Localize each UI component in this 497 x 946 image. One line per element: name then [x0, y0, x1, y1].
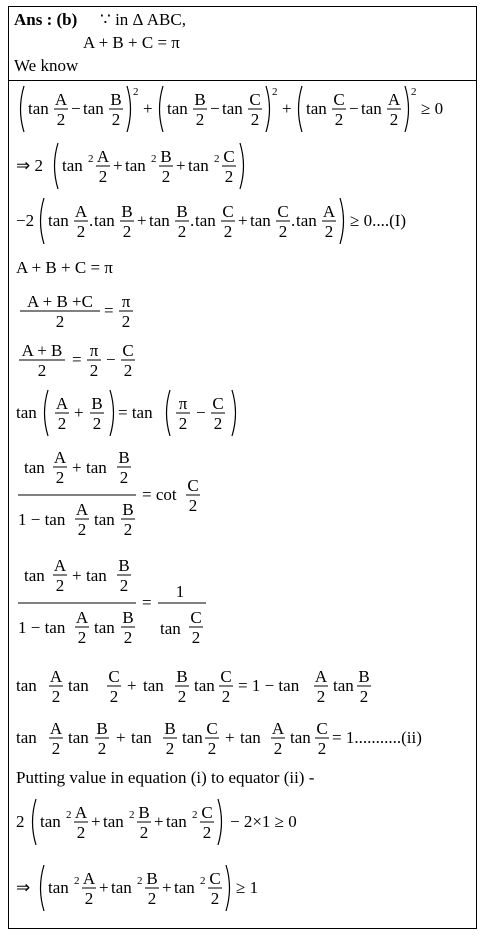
fraction-numerator: B [160, 147, 172, 166]
left-paren [299, 86, 303, 132]
one-numerator: 1 [175, 582, 185, 601]
plus-sign: + [116, 728, 126, 747]
sum-angles: A + B + C = π [16, 258, 113, 277]
square-exponent: 2 [88, 153, 94, 165]
fraction-numerator: C [220, 667, 232, 686]
fraction-numerator: A + B [21, 341, 63, 360]
fraction-denominator: 2 [195, 110, 205, 129]
equals-sign: = [72, 350, 82, 369]
tan-text: tan [16, 728, 37, 747]
plus-sign: + [74, 403, 84, 422]
fraction-denominator: 2 [76, 222, 86, 241]
fraction-numerator: A [82, 869, 96, 888]
fraction-numerator: B [96, 719, 108, 738]
fraction-denominator: 2 [92, 414, 102, 433]
fraction-denominator: 2 [89, 361, 99, 380]
implies-arrow: ⇒ [16, 878, 31, 897]
fraction-denominator: 2 [359, 687, 369, 706]
fraction-numerator: π [178, 394, 188, 413]
two-coefficient: 2 [16, 812, 25, 831]
geq-zero: ≥ 0 [421, 99, 444, 118]
fraction-numerator: C [201, 803, 213, 822]
plus-sign: + [282, 99, 292, 118]
square-exponent: 2 [129, 809, 135, 821]
condition-text: A + B + C = π [83, 33, 180, 52]
fraction-numerator: A [54, 90, 68, 109]
fraction-denominator: 2 [207, 739, 217, 758]
equals-sign: = [142, 593, 152, 612]
right-paren [218, 799, 222, 845]
square-exponent: 2 [137, 875, 143, 887]
fraction-numerator: A [314, 667, 328, 686]
fraction-denominator: 2 [210, 889, 220, 908]
tan-text: tan [131, 728, 152, 747]
dot: . [291, 211, 296, 230]
fraction-denominator: 2 [324, 222, 334, 241]
fraction-denominator: 2 [161, 167, 171, 186]
fraction-numerator: C [212, 394, 224, 413]
left-paren [55, 143, 59, 189]
fraction-denominator: 2 [119, 468, 129, 487]
equals-one-minus-tan: = 1 − tan [238, 676, 300, 695]
plus-sign: + [137, 211, 147, 230]
left-paren [167, 390, 171, 436]
tan-text: tan [111, 878, 132, 897]
fraction-denominator: 2 [123, 520, 133, 539]
right-paren [110, 390, 114, 436]
left-paren [41, 865, 45, 911]
fraction-denominator: 2 [76, 823, 86, 842]
fraction-numerator: B [138, 803, 150, 822]
fraction-denominator: 2 [98, 167, 108, 186]
fraction-denominator: 2 [111, 110, 121, 129]
fraction-denominator: 2 [317, 739, 327, 758]
fraction-denominator: 2 [278, 222, 288, 241]
tan-text: tan [125, 156, 146, 175]
fraction-denominator: 2 [250, 110, 260, 129]
tan-text: tan [48, 878, 69, 897]
fraction-denominator: 2 [122, 222, 132, 241]
fraction-denominator: 2 [77, 520, 87, 539]
tan-text: tan [290, 728, 311, 747]
plus-sign: + [113, 156, 123, 175]
fraction-denominator: 2 [221, 687, 231, 706]
fraction-denominator: 2 [37, 361, 47, 380]
tan-text: tan [16, 403, 37, 422]
fraction-numerator: C [122, 341, 134, 360]
tan-text: tan [24, 566, 45, 585]
fraction-denominator: 2 [223, 222, 233, 241]
fraction-numerator: A [49, 667, 63, 686]
square-exponent: 2 [66, 809, 72, 821]
fraction-numerator: C [187, 476, 199, 495]
fraction-numerator: C [206, 719, 218, 738]
fraction-numerator: A [74, 202, 88, 221]
right-paren [127, 86, 131, 132]
fraction-denominator: 2 [77, 628, 87, 647]
tan-text: tan [333, 676, 354, 695]
geq-one: ≥ 1 [236, 878, 259, 897]
minus-sign: − [196, 403, 206, 422]
tan-text: tan [40, 812, 61, 831]
fraction-numerator: A [55, 394, 69, 413]
tan-text: tan [103, 812, 124, 831]
one-minus-tan: 1 − tan [18, 510, 66, 529]
equals-cot: = cot [142, 485, 177, 504]
left-paren [160, 86, 164, 132]
tan-text: tan [16, 676, 37, 695]
fraction-denominator: 2 [97, 739, 107, 758]
right-paren [226, 865, 230, 911]
fraction-denominator: 2 [51, 739, 61, 758]
fraction-denominator: 2 [55, 312, 65, 331]
geq-zero-eq-one: ≥ 0....(I) [350, 211, 407, 230]
fraction-denominator: 2 [123, 628, 133, 647]
answer-label: Ans : (b) [14, 10, 78, 29]
fraction-denominator: 2 [334, 110, 344, 129]
fraction-denominator: 2 [109, 687, 119, 706]
tan-text: tan [86, 566, 107, 585]
dot: . [89, 211, 94, 230]
fraction-numerator: C [209, 869, 221, 888]
dot: . [190, 211, 195, 230]
equals-tan: = tan [118, 403, 153, 422]
equals-sign: = [104, 301, 114, 320]
tan-text: tan [83, 99, 104, 118]
left-paren [41, 198, 45, 244]
fraction-numerator: C [108, 667, 120, 686]
left-paren [21, 86, 25, 132]
tan-text: tan [296, 211, 317, 230]
tan-text: tan [306, 99, 327, 118]
tan-text: tan [94, 510, 115, 529]
fraction-denominator: 2 [177, 687, 187, 706]
left-paren [45, 390, 49, 436]
fraction-denominator: 2 [123, 361, 133, 380]
fraction-denominator: 2 [202, 823, 212, 842]
square-exponent: 2 [272, 86, 278, 98]
fraction-denominator: 2 [224, 167, 234, 186]
tan-text: tan [94, 211, 115, 230]
square-exponent: 2 [214, 153, 220, 165]
tan-text: tan [24, 458, 45, 477]
fraction-numerator: B [146, 869, 158, 888]
plus-sign: + [176, 156, 186, 175]
tan-text: tan [240, 728, 261, 747]
putting-value-text: Putting value in equation (i) to equator (ii) - [16, 768, 315, 787]
fraction-numerator: B [164, 719, 176, 738]
fraction-numerator: C [316, 719, 328, 738]
fraction-denominator: 2 [55, 468, 65, 487]
right-paren [240, 143, 244, 189]
fraction-numerator: A [75, 608, 89, 627]
fraction-numerator: B [176, 667, 188, 686]
minus-sign: − [210, 99, 220, 118]
plus-sign: + [154, 812, 164, 831]
minus-sign: − [349, 99, 359, 118]
tan-text: tan [167, 99, 188, 118]
fraction-denominator: 2 [178, 414, 188, 433]
fraction-denominator: 2 [147, 889, 157, 908]
fraction-numerator: B [91, 394, 103, 413]
fraction-numerator: π [89, 341, 99, 360]
tan-text: tan [194, 676, 215, 695]
fraction-numerator: C [333, 90, 345, 109]
fraction-numerator: C [249, 90, 261, 109]
implies-two: ⇒ 2 [16, 156, 43, 175]
tan-text: tan [182, 728, 203, 747]
minus-two-geq-zero: − 2×1 ≥ 0 [230, 812, 297, 831]
tan-text: tan [160, 619, 181, 638]
fraction-numerator: C [277, 202, 289, 221]
tan-text: tan [188, 156, 209, 175]
minus-sign: − [106, 350, 116, 369]
fraction-denominator: 2 [177, 222, 187, 241]
fraction-denominator: 2 [55, 576, 65, 595]
fraction-numerator: π [121, 292, 131, 311]
tan-text: tan [166, 812, 187, 831]
fraction-numerator: A [322, 202, 336, 221]
fraction-denominator: 2 [213, 414, 223, 433]
minus-two: −2 [16, 211, 35, 230]
fraction-numerator: C [223, 147, 235, 166]
minus-sign: − [71, 99, 81, 118]
tan-text: tan [222, 99, 243, 118]
plus-sign: + [99, 878, 109, 897]
fraction-numerator: A [271, 719, 285, 738]
tan-text: tan [195, 211, 216, 230]
plus-sign: + [72, 566, 82, 585]
tan-text: tan [361, 99, 382, 118]
equals-one-eq-ii: = 1...........(ii) [332, 728, 422, 747]
fraction-numerator: A [75, 500, 89, 519]
plus-sign: + [91, 812, 101, 831]
fraction-denominator: 2 [191, 628, 201, 647]
square-exponent: 2 [192, 809, 198, 821]
fraction-numerator: C [190, 608, 202, 627]
plus-sign: + [127, 676, 137, 695]
plus-sign: + [143, 99, 153, 118]
fraction-denominator: 2 [84, 889, 94, 908]
fraction-denominator: 2 [119, 576, 129, 595]
tan-text: tan [149, 211, 170, 230]
right-paren [232, 390, 236, 436]
fraction-denominator: 2 [389, 110, 399, 129]
because-text: ∵ in Δ ABC, [100, 10, 186, 29]
left-paren [33, 799, 37, 845]
fraction-numerator: B [118, 556, 130, 575]
plus-sign: + [225, 728, 235, 747]
fraction-numerator: A [53, 448, 67, 467]
fraction-denominator: 2 [57, 414, 67, 433]
fraction-numerator: A [387, 90, 401, 109]
plus-sign: + [238, 211, 248, 230]
fraction-numerator: B [358, 667, 370, 686]
tan-text: tan [68, 728, 89, 747]
square-exponent: 2 [74, 875, 80, 887]
tan-text: tan [143, 676, 164, 695]
tan-text: tan [62, 156, 83, 175]
fraction-numerator: B [121, 202, 133, 221]
fraction-numerator: B [110, 90, 122, 109]
tan-text: tan [250, 211, 271, 230]
fraction-denominator: 2 [139, 823, 149, 842]
fraction-numerator: C [222, 202, 234, 221]
right-paren [340, 198, 344, 244]
fraction-denominator: 2 [273, 739, 283, 758]
fraction-numerator: B [176, 202, 188, 221]
fraction-numerator: A [96, 147, 110, 166]
we-know-text: We know [14, 56, 79, 75]
fraction-numerator: B [194, 90, 206, 109]
square-exponent: 2 [133, 86, 139, 98]
right-paren [405, 86, 409, 132]
right-paren [266, 86, 270, 132]
fraction-numerator: B [122, 608, 134, 627]
fraction-numerator: A [74, 803, 88, 822]
tan-text: tan [174, 878, 195, 897]
fraction-numerator: A [53, 556, 67, 575]
tan-text: tan [68, 676, 89, 695]
tan-text: tan [86, 458, 107, 477]
fraction-denominator: 2 [316, 687, 326, 706]
fraction-denominator: 2 [165, 739, 175, 758]
fraction-numerator: A [49, 719, 63, 738]
square-exponent: 2 [151, 153, 157, 165]
fraction-denominator: 2 [56, 110, 66, 129]
fraction-denominator: 2 [121, 312, 131, 331]
tan-text: tan [48, 211, 69, 230]
fraction-numerator: A + B +C [27, 292, 93, 311]
tan-text: tan [28, 99, 49, 118]
plus-sign: + [72, 458, 82, 477]
tan-text: tan [94, 618, 115, 637]
fraction-numerator: B [118, 448, 130, 467]
square-exponent: 2 [411, 86, 417, 98]
plus-sign: + [162, 878, 172, 897]
fraction-denominator: 2 [51, 687, 61, 706]
fraction-numerator: B [122, 500, 134, 519]
fraction-denominator: 2 [188, 496, 198, 515]
one-minus-tan: 1 − tan [18, 618, 66, 637]
square-exponent: 2 [200, 875, 206, 887]
